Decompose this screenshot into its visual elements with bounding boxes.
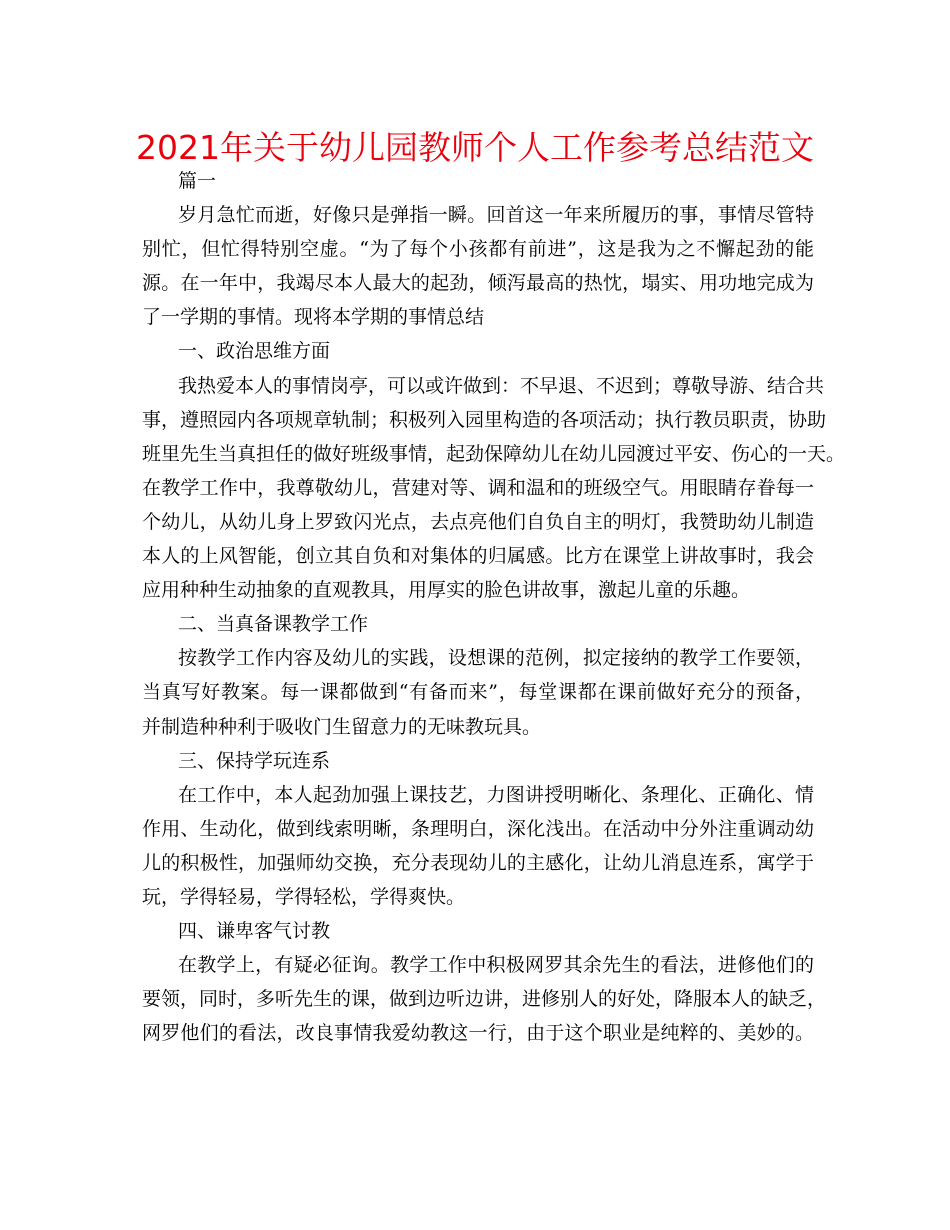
- paragraph-line: 个幼儿，从幼儿身上罗致闪光点，去点亮他们自负自主的明灯，我赞助幼儿制造: [142, 510, 814, 533]
- paragraph-line: 玩，学得轻易，学得轻松，学得爽快。: [142, 885, 466, 908]
- paragraph-line: 源。在一年中，我竭尽本人最大的起劲，倾泻最高的热忱，塌实、用功地完成为: [142, 272, 814, 295]
- section-heading: 二、当真备课教学工作: [178, 613, 369, 636]
- paragraph-line: 当真写好教案。每一课都做到“有备而来”，每堂课都在课前做好充分的预备，: [142, 681, 814, 704]
- section-heading: 篇一: [178, 170, 217, 192]
- paragraph-line: 在工作中，本人起劲加强上课技艺，力图讲授明晰化、条理化、正确化、情: [178, 783, 814, 806]
- section-heading: 三、保持学玩连系: [178, 749, 331, 772]
- paragraph-line: 在教学工作中，我尊敬幼儿，营建对等、调和温和的班级空气。用眼睛存眷每一: [142, 476, 814, 499]
- document-body: [142, 164, 846, 1050]
- paragraph-line: 事，遵照园内各项规章轨制；积极列入园里构造的各项活动；执行教员职责，协助: [142, 408, 827, 431]
- paragraph-line: 岁月急忙而逝，好像只是弹指一瞬。回首这一年来所履历的事，事情尽管特: [178, 204, 814, 227]
- section-heading: 四、谦卑客气讨教: [178, 920, 331, 943]
- paragraph-line: 别忙，但忙得特别空虚。“为了每个小孩都有前进”，这是我为之不懈起劲的能: [142, 238, 814, 261]
- paragraph-line: 作用、生动化，做到线索明晰，条理明白，深化浅出。在活动中分外注重调动幼: [142, 817, 814, 840]
- page-title: 2021年关于幼儿园教师个人工作参考总结范文: [136, 128, 814, 167]
- paragraph-line: 了一学期的事情。现将本学期的事情总结: [142, 306, 485, 329]
- paragraph-line: 应用种种生动抽象的直观教具，用厚实的脸色讲故事，激起儿童的乐趣。: [142, 579, 751, 602]
- paragraph-line: 班里先生当真担任的做好班级事情，起劲保障幼儿在幼儿园渡过平安、伤心的一天。: [142, 442, 846, 465]
- paragraph-line: 要领，同时，多听先生的课，做到边听边讲，进修别人的好处，降服本人的缺乏，: [142, 988, 827, 1011]
- paragraph-line: 本人的上风智能，创立其自负和对集体的归属感。比方在课堂上讲故事时，我会: [142, 545, 814, 568]
- paragraph-line: 并制造种种利于吸收门生留意力的无味教玩具。: [142, 715, 542, 738]
- paragraph-line: 网罗他们的看法，改良事情我爱幼教这一行，由于这个职业是纯粹的、美妙的。: [142, 1022, 814, 1045]
- paragraph-line: 儿的积极性，加强师幼交换，充分表现幼儿的主感化，让幼儿消息连系，寓学于: [142, 851, 814, 874]
- paragraph-line: 按教学工作内容及幼儿的实践，设想课的范例，拟定接纳的教学工作要领，: [178, 647, 814, 670]
- paragraph-line: 我热爱本人的事情岗亭，可以或许做到：不早退、不迟到；尊敬导游、结合共: [178, 374, 825, 397]
- section-heading: 一、政治思维方面: [178, 340, 331, 363]
- paragraph-line: 在教学上，有疑必征询。教学工作中积极网罗其余先生的看法，进修他们的: [178, 954, 814, 977]
